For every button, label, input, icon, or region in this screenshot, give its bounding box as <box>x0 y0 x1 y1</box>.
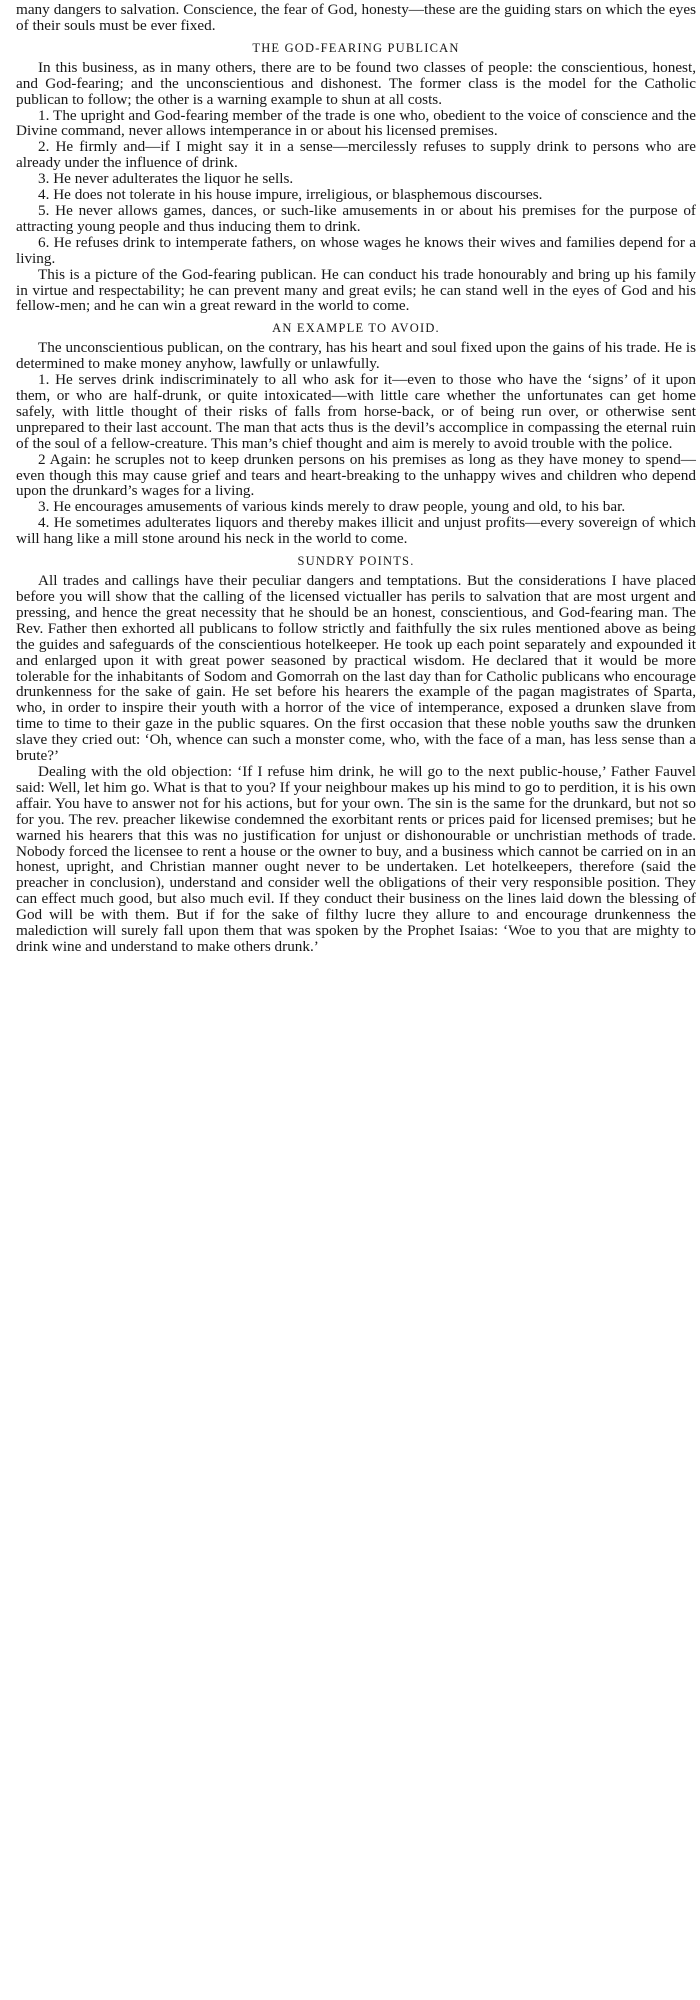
point-4: 4. He sometimes adulterates liquors and thereby makes illicit and unjust profits—every sovereign of which will hang like a mill stone around his neck in the world to come. <box>16 514 696 548</box>
section-heading-god-fearing-publican: THE GOD-FEARING PUBLICAN <box>252 40 460 55</box>
rule-6: 6. He refuses drink to intemperate fathers, on whose wages he knows their wives and families depend for a living. <box>16 233 696 267</box>
section-heading-example-to-avoid: AN EXAMPLE TO AVOID. <box>272 321 440 336</box>
paragraph: Dealing with the old objection: ‘If I refuse him drink, he will go to the next public-house,’ Father Fauvel said: Well, let him go. What is that to you? If your neighbour makes up his mind to go to perdition, it is his own affair. You have to answer not for his actions, but for your own. The sin is the same for the drunkard, but not so for you. The rev. preacher likewise condemned the exorbitant rents or prices paid for licensed premises; but he warned his hearers that this was no justification for unjust or dishonourable or unchristian methods of trade. Nobody forced the licensee to rent a house or the owner to buy, and a business which cannot be carried on in an honest, upright, and Christian manner ought never to be undertaken. Let hotelkeepers, therefore (said the preacher in conclusion), understand and consider well the obligations of their very responsible position. They can effect much good, but also much evil. If they conduct their business on the lines laid down the blessing of God will be with them. But if for the sake of filthy lucre they allure to and encourage drunkenness the malediction will surely fall upon them that was spoken by the Prophet Isaias: ‘Woe to you that are mighty to drink wine and understand to make others drunk.’ <box>16 762 696 955</box>
rule-3: 3. He never adulterates the liquor he sells. <box>38 170 294 188</box>
paragraph: In this business, as in many others, there are to be found two classes of people: the conscientious, honest, and God-fearing; and the unconscientious and dishonest. The former class is the model for the Catholic publican to follow; the other is a warning example to shun at all costs. <box>16 58 696 108</box>
paragraph: All trades and callings have their peculiar dangers and temptations. But the considerations I have placed before you will show that the calling of the licensed victualler has perils to salvation that are most urgent and pressing, and hence the great necessity that he should be an honest, conscientious, and God-fearing man. The Rev. Father then exhorted all publicans to follow strictly and faithfully the six rules mentioned above as being the guides and safeguards of the conscientious hotelkeeper. He took up each point separately and expounded it and enlarged upon it with great power seasoned by practical wisdom. He declared that it would be more tolerable for the inhabitants of Sodom and Gomorrah on the last day than for Catholic publicans who encourage drunkenness for the sake of gain. He set before his hearers the example of the pagan magistrates of Sparta, who, in order to inspire their youth with a horror of the vice of intemperance, exposed a drunken slave from time to time to their gaze in the public squares. On the first occasion that these noble youths saw the drunken slave they cried out: ‘Oh, whence can such a monster come, who, with the face of a man, has less sense than a brute?’ <box>16 572 696 765</box>
point-1: 1. He serves drink indiscriminately to all who ask for it—even to those who have the ‘signs’ of it upon them, or who are half-drunk, or quite intoxicated—with little care whether the unfortunates can get home safely, with little thought of their risks of falls from horse-back, or of being run over, or otherwise sent unprepared to their last account. The man that acts thus is the devil’s accomplice in compassing the eternal ruin of the soul of a fellow-creature. This man’s chief thought and aim is merely to avoid trouble with the police. <box>16 371 696 452</box>
section-god-fearing-publican <box>16 40 696 315</box>
section-example-to-avoid <box>16 320 696 547</box>
intro-paragraph: many dangers to salvation. Conscience, the fear of God, honesty—these are the guiding stars on which the eyes of their souls must be ever fixed. <box>16 1 696 34</box>
point-3: 3. He encourages amusements of various kinds merely to draw people, young and old, to his bar. <box>38 498 626 516</box>
point-2: 2 Again: he scruples not to keep drunken persons on his premises as long as they have money to spend—even though this may cause grief and tears and heart-breaking to the unhappy wives and children who depend upon the drunkard’s wages for a living. <box>16 450 696 500</box>
rule-1: 1. The upright and God-fearing member of the trade is one who, obedient to the voice of conscience and the Divine command, never allows intemperance in or about his licensed premises. <box>16 106 696 140</box>
rule-4: 4. He does not tolerate in his house impure, irreligious, or blasphemous discourses. <box>38 186 543 204</box>
rule-2: 2. He firmly and—if I might say it in a sense—mercilessly refuses to supply drink to persons who are already under the influence of drink. <box>16 138 696 172</box>
section-heading-sundry-points: SUNDRY POINTS. <box>297 554 415 569</box>
section-sundry-points <box>16 553 696 955</box>
paragraph: This is a picture of the God-fearing publican. He can conduct his trade honourably and bring up his family in virtue and respectability; he can prevent many and great evils; he can stand well in the eyes of God and his fellow-men; and he can win a great reward in the world to come. <box>16 265 696 315</box>
paragraph: The unconscientious publican, on the contrary, has his heart and soul fixed upon the gains of his trade. He is determined to make money anyhow, lawfully or unlawfully. <box>16 339 696 373</box>
rule-5: 5. He never allows games, dances, or such-like amusements in or about his premises for the purpose of attracting young people and thus inducing them to drink. <box>16 201 696 235</box>
